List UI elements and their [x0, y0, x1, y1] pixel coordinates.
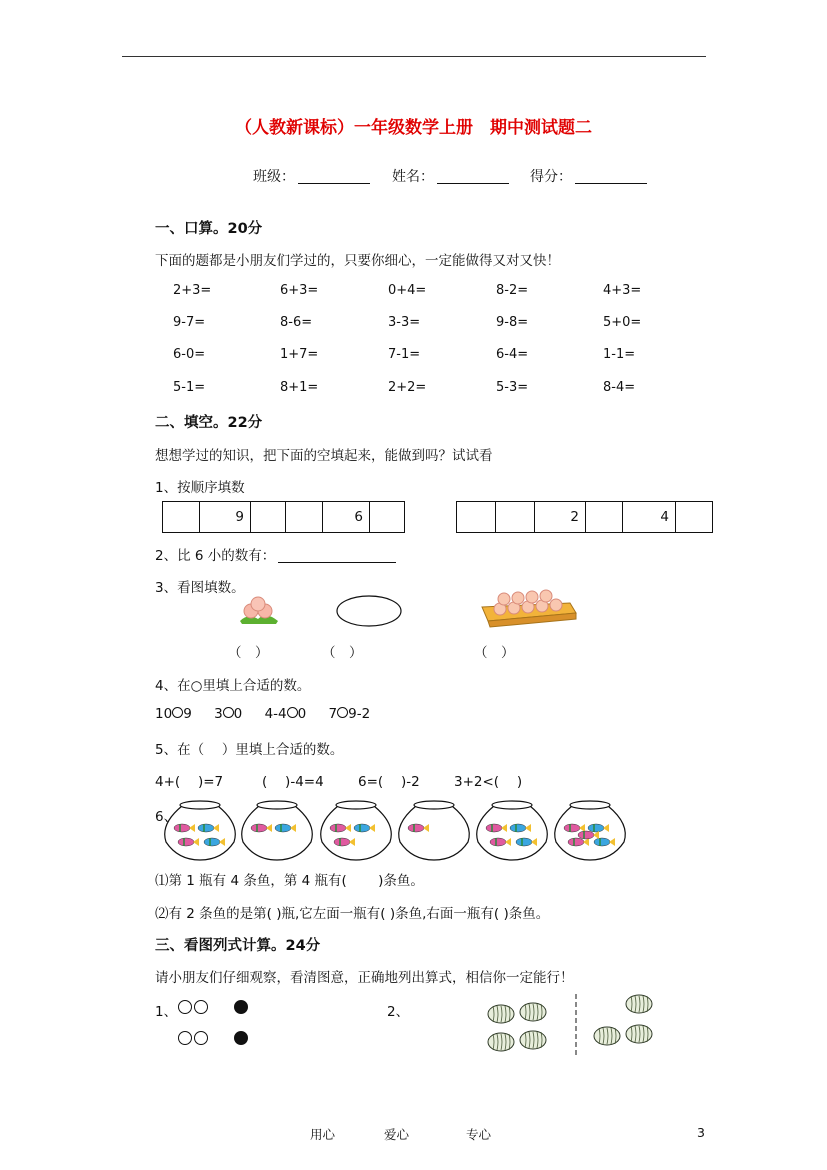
fish-icon	[408, 824, 429, 832]
fishbowls-image	[160, 796, 632, 862]
class-field	[253, 166, 370, 186]
fish-icon	[486, 824, 507, 832]
seq-b-cell: 4	[623, 502, 676, 533]
fish-icon	[516, 838, 537, 846]
dots-row-1	[178, 1000, 248, 1017]
footer-b: 爱心	[384, 1127, 410, 1142]
arithmetic-item[interactable]: 3-3=	[388, 315, 421, 330]
class-blank[interactable]	[298, 169, 370, 184]
fish-icon	[330, 824, 351, 832]
filled-dot	[234, 1000, 248, 1014]
arithmetic-item[interactable]: 2+2=	[388, 380, 427, 395]
arithmetic-item[interactable]: 5+0=	[603, 315, 642, 330]
shell-icon	[488, 1005, 514, 1023]
q5-item[interactable]: 3+2<( )	[454, 774, 523, 790]
compare-circle[interactable]	[337, 707, 348, 718]
arithmetic-item[interactable]: 5-1=	[173, 380, 206, 395]
shell-icon	[520, 1003, 546, 1021]
seq-a-cell[interactable]	[370, 502, 405, 533]
s3-q1-label: 1、	[155, 1004, 178, 1020]
open-dot	[178, 1031, 192, 1045]
q2-blank[interactable]	[278, 548, 396, 563]
fish-icon	[204, 838, 225, 846]
q5-label: 5、在（ ）里填上合适的数。	[155, 742, 344, 758]
name-field	[392, 166, 509, 186]
page-title: （人教新课标）一年级数学上册 期中测试题二	[235, 118, 592, 138]
fishbowl	[555, 801, 626, 860]
seq-b-cell[interactable]	[496, 502, 535, 533]
fishbowl	[242, 801, 313, 860]
q4-left: 7	[328, 706, 338, 722]
s3-q2-label: 2、	[387, 1004, 410, 1020]
arithmetic-item[interactable]: 6-0=	[173, 347, 206, 362]
q5-item[interactable]: 4+( )=7	[155, 774, 224, 790]
q4-right: 0	[233, 706, 243, 722]
fishbowl	[399, 801, 470, 860]
seq-a-cell: 6	[323, 502, 370, 533]
q3-label: 3、看图填数。	[155, 580, 245, 596]
q2-line	[155, 544, 396, 564]
footer-a: 用心	[310, 1127, 336, 1142]
compare-circle[interactable]	[223, 707, 234, 718]
fish-icon	[564, 824, 585, 832]
q4-left: 3	[214, 706, 223, 722]
arithmetic-item[interactable]: 4+3=	[603, 283, 642, 298]
arithmetic-item[interactable]: 8-6=	[280, 315, 313, 330]
dots-row-2	[178, 1031, 248, 1048]
q4-right: 0	[297, 706, 307, 722]
shell-icon	[488, 1033, 514, 1051]
q5-item[interactable]: 6=( )-2	[358, 774, 420, 790]
fish-icon	[510, 824, 531, 832]
seq-a-cell: 9	[200, 502, 251, 533]
footer-c: 专心	[466, 1127, 492, 1142]
fish-icon	[178, 838, 199, 846]
seq-b-cell[interactable]	[676, 502, 713, 533]
compare-circle[interactable]	[172, 707, 183, 718]
seq-a-cell[interactable]	[163, 502, 200, 533]
q4-left: 10	[155, 706, 173, 722]
fish-icon	[251, 824, 272, 832]
shell-icon	[520, 1031, 546, 1049]
q6b-text: ⑵有 2 条鱼的是第( )瓶,它左面一瓶有( )条鱼,右面一瓶有( )条鱼。	[155, 906, 550, 922]
arithmetic-item[interactable]: 0+4=	[388, 283, 427, 298]
shells-image	[487, 990, 669, 1060]
shell-icon	[594, 1027, 620, 1045]
fish-icon	[198, 824, 219, 832]
compare-circle[interactable]	[287, 707, 298, 718]
section3-intro: 请小朋友们仔细观察，看清图意，正确地列出算式，相信你一定能行！	[155, 970, 574, 986]
seq-b-cell[interactable]	[586, 502, 623, 533]
q3-answer-1[interactable]: （ ）	[228, 645, 269, 661]
arithmetic-item[interactable]: 6+3=	[280, 283, 319, 298]
score-label: 得分：	[530, 169, 572, 185]
fish-icon	[275, 824, 296, 832]
q4-right: 9-2	[348, 706, 371, 722]
name-blank[interactable]	[437, 169, 509, 184]
q4-label: 4、在○里填上合适的数。	[155, 678, 311, 694]
score-blank[interactable]	[575, 169, 647, 184]
fish-icon	[490, 838, 511, 846]
q2-label: 2、比 6 小的数有：	[155, 548, 276, 564]
peaches-image	[236, 595, 282, 627]
empty-plate-oval	[335, 594, 403, 628]
fishbowl	[165, 801, 236, 860]
seq-a-cell[interactable]	[251, 502, 286, 533]
fish-icon	[354, 824, 375, 832]
name-label: 姓名：	[392, 169, 434, 185]
seq-a-cell[interactable]	[286, 502, 323, 533]
sequence-table-b	[456, 501, 713, 533]
q5-item[interactable]: ( )-4=4	[262, 774, 324, 790]
fish-icon	[334, 838, 355, 846]
arithmetic-item[interactable]: 8-4=	[603, 380, 636, 395]
section3-heading: 三、看图列式计算。24分	[155, 938, 321, 954]
header-rule	[122, 56, 706, 57]
section2-intro: 想想学过的知识，把下面的空填起来，能做到吗？试试看	[155, 448, 493, 464]
open-dot	[194, 1031, 208, 1045]
arithmetic-item[interactable]: 2+3=	[173, 283, 212, 298]
section1-heading: 一、口算。20分	[155, 221, 263, 237]
shell-icon	[626, 1025, 652, 1043]
seq-b-cell[interactable]	[457, 502, 496, 533]
filled-dot	[234, 1031, 248, 1045]
class-label: 班级：	[253, 169, 295, 185]
arithmetic-item[interactable]: 8+1=	[280, 380, 319, 395]
seq-b-cell: 2	[535, 502, 586, 533]
q1-label: 1、按顺序填数	[155, 480, 245, 496]
fishbowl	[477, 801, 548, 860]
peach-tray-image	[474, 583, 578, 629]
fishbowl	[321, 801, 392, 860]
section1-intro: 下面的题都是小朋友们学过的，只要你细心，一定能做得又对又快！	[155, 253, 560, 269]
sequence-table-a	[162, 501, 405, 533]
q3-answer-3[interactable]: （ ）	[474, 645, 515, 661]
arithmetic-item[interactable]: 8-2=	[496, 283, 529, 298]
open-dot	[178, 1000, 192, 1014]
arithmetic-item[interactable]: 9-8=	[496, 315, 529, 330]
arithmetic-item[interactable]: 7-1=	[388, 347, 421, 362]
q3-answer-2[interactable]: （ ）	[322, 645, 363, 661]
fish-icon	[594, 838, 615, 846]
q4-left: 4-4	[264, 706, 287, 722]
score-field	[530, 166, 647, 186]
arithmetic-item[interactable]: 5-3=	[496, 380, 529, 395]
q4-items	[155, 706, 370, 722]
arithmetic-item[interactable]: 1+7=	[280, 347, 319, 362]
section2-heading: 二、填空。22分	[155, 415, 263, 431]
page-number: 3	[697, 1125, 705, 1140]
arithmetic-item[interactable]: 9-7=	[173, 315, 206, 330]
fish-icon	[174, 824, 195, 832]
q6-label: 6、	[155, 809, 178, 825]
shell-icon	[626, 995, 652, 1013]
q6a-text: ⑴第 1 瓶有 4 条鱼，第 4 瓶有( )条鱼。	[155, 873, 424, 889]
q4-right: 9	[183, 706, 192, 722]
arithmetic-item[interactable]: 6-4=	[496, 347, 529, 362]
arithmetic-item[interactable]: 1-1=	[603, 347, 636, 362]
fish-icon	[588, 824, 609, 832]
open-dot	[194, 1000, 208, 1014]
